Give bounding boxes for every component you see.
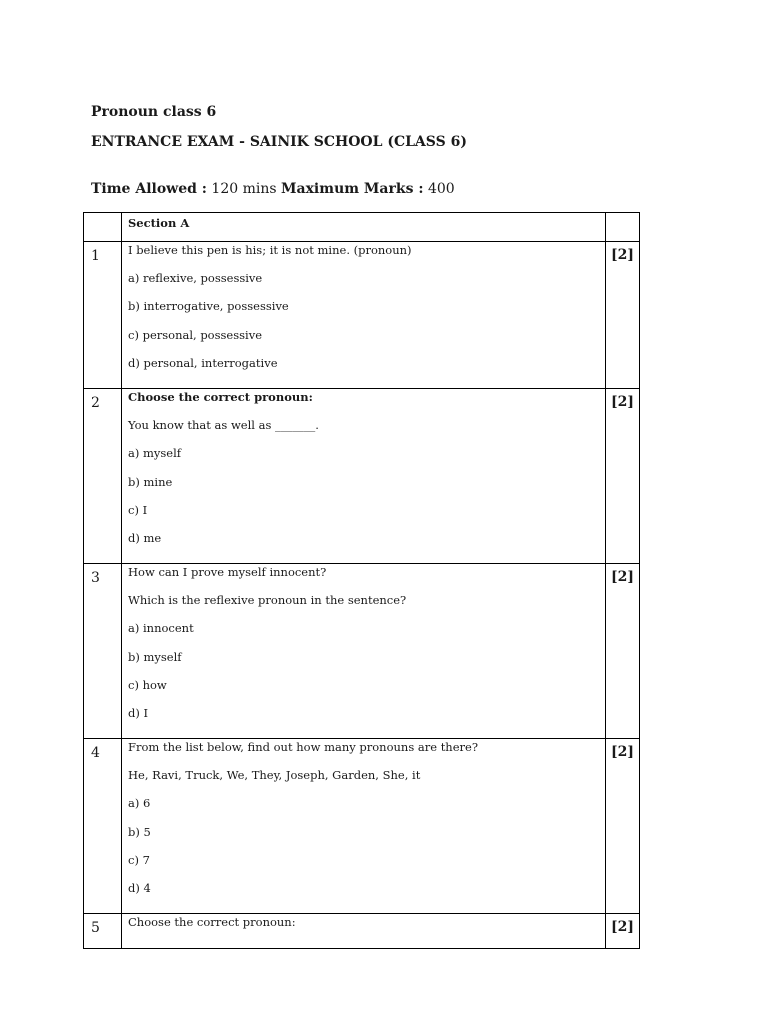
question-prompt: Which is the reflexive pronoun in the sentence? xyxy=(128,593,407,608)
question-text: How can I prove myself innocent? xyxy=(128,565,327,579)
option-d: d) 4 xyxy=(128,880,151,895)
option-b: b) 5 xyxy=(128,824,151,839)
section-cell xyxy=(122,213,606,242)
option-c: c) how xyxy=(128,677,167,692)
question-instruction: Choose the correct pronoun: xyxy=(128,915,296,929)
question-body xyxy=(122,242,606,389)
question-marks: [2] xyxy=(606,389,640,564)
option-d: d) personal, interrogative xyxy=(128,355,278,370)
question-body xyxy=(122,564,606,739)
time-allowed-value: 120 mins xyxy=(211,181,277,197)
section-title: Section A xyxy=(128,216,190,230)
option-b: b) myself xyxy=(128,649,182,664)
question-number: 5 xyxy=(84,914,122,949)
question-body xyxy=(122,739,606,914)
option-d: d) I xyxy=(128,705,149,720)
option-a: a) reflexive, possessive xyxy=(128,271,263,286)
option-a: a) myself xyxy=(128,446,182,461)
question-row xyxy=(84,242,640,389)
document-title: Pronoun class 6 xyxy=(91,104,217,120)
marks-cell xyxy=(606,213,640,242)
exam-meta xyxy=(91,181,455,197)
question-row xyxy=(84,914,640,949)
question-text: From the list below, find out how many pronouns are there? xyxy=(128,740,478,754)
question-body xyxy=(122,389,606,564)
option-b: b) mine xyxy=(128,474,173,489)
question-table xyxy=(83,212,640,949)
question-row xyxy=(84,739,640,914)
question-marks: [2] xyxy=(606,242,640,389)
number-cell xyxy=(84,213,122,242)
question-instruction: Choose the correct pronoun: xyxy=(128,390,313,404)
question-number: 4 xyxy=(84,739,122,914)
option-c: c) personal, possessive xyxy=(128,327,263,342)
option-c: c) 7 xyxy=(128,852,150,867)
option-b: b) interrogative, possessive xyxy=(128,299,289,314)
word-list: He, Ravi, Truck, We, They, Joseph, Garden, She, it xyxy=(128,768,421,783)
section-header-row xyxy=(84,213,640,242)
question-marks: [2] xyxy=(606,914,640,949)
question-row xyxy=(84,564,640,739)
question-marks: [2] xyxy=(606,564,640,739)
maximum-marks-label: Maximum Marks : xyxy=(281,181,424,197)
question-row xyxy=(84,389,640,564)
maximum-marks-value: 400 xyxy=(427,181,455,197)
question-body xyxy=(122,914,606,949)
option-d: d) me xyxy=(128,530,162,545)
question-number: 3 xyxy=(84,564,122,739)
question-number: 1 xyxy=(84,242,122,389)
option-a: a) 6 xyxy=(128,796,151,811)
question-text: You know that as well as _______. xyxy=(128,418,319,433)
question-number: 2 xyxy=(84,389,122,564)
question-marks: [2] xyxy=(606,739,640,914)
question-text: I believe this pen is his; it is not mine. (pronoun) xyxy=(128,243,412,257)
time-allowed-label: Time Allowed : xyxy=(91,181,207,197)
option-c: c) I xyxy=(128,502,148,517)
exam-subtitle: ENTRANCE EXAM - SAINIK SCHOOL (CLASS 6) xyxy=(91,134,467,150)
option-a: a) innocent xyxy=(128,621,194,636)
